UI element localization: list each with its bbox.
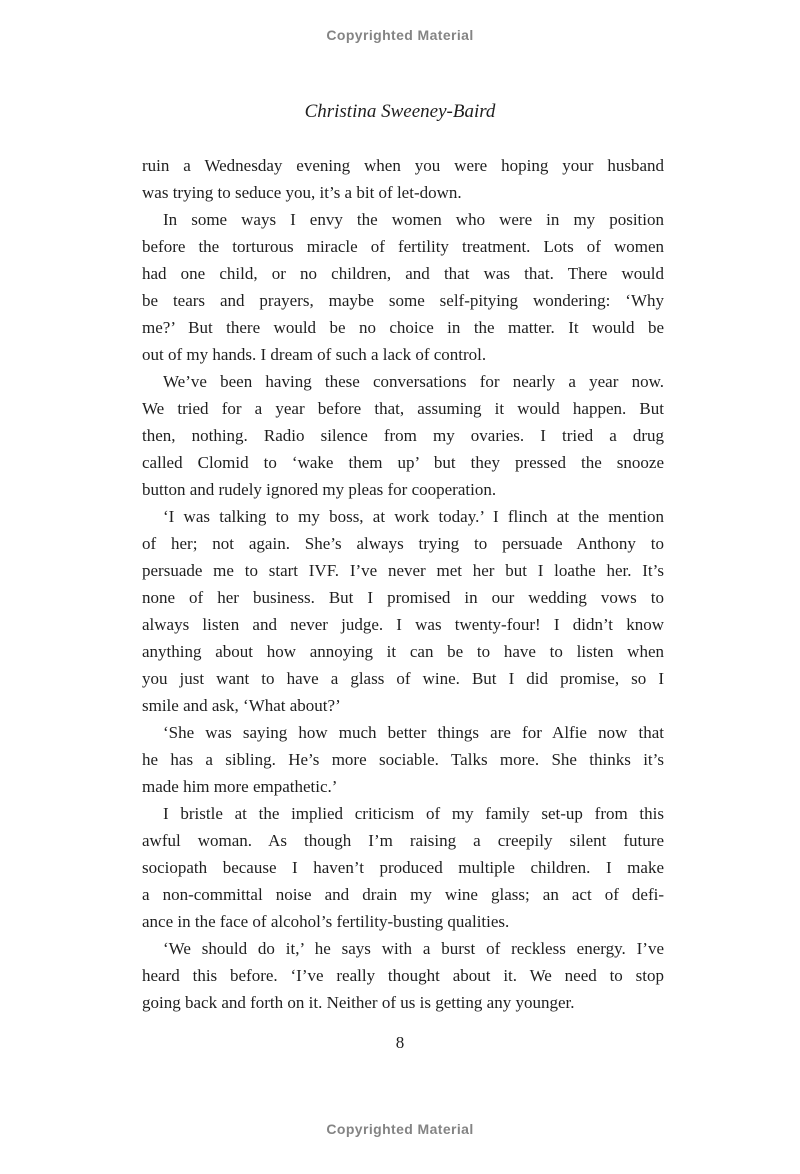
paragraph (142, 800, 664, 935)
paragraph (142, 368, 664, 503)
text-line: sociopath because I haven’t produced multiple children. I make (142, 858, 664, 877)
text-line: heard this before. ‘I’ve really thought about it. We need to stop (142, 966, 664, 985)
text-line: awful woman. As though I’m raising a creepily silent future (142, 831, 664, 850)
running-head-author: Christina Sweeney-Baird (304, 101, 496, 122)
paragraph (142, 206, 664, 368)
text-line: In some ways I envy the women who were in my position (163, 210, 664, 229)
text-line: none of her business. But I promised in our wedding vows to (142, 588, 664, 607)
text-line: was trying to seduce you, it’s a bit of let-down. (142, 183, 462, 202)
text-line: he has a sibling. He’s more sociable. Talks more. She thinks it’s (142, 750, 664, 769)
text-line: had one child, or no children, and that was that. There would (142, 264, 664, 283)
text-line: be tears and prayers, maybe some self-pitying wondering: ‘Why (142, 291, 664, 310)
copyright-notice-bottom: Copyrighted Material (326, 1121, 474, 1137)
text-line: of her; not again. She’s always trying to persuade Anthony to (142, 534, 664, 553)
paragraph (142, 719, 664, 800)
text-line: ‘We should do it,’ he says with a burst of reckless energy. I’ve (163, 939, 664, 958)
body-text (142, 152, 664, 1016)
text-line: I bristle at the implied criticism of my family set-up from this (163, 804, 664, 823)
text-line: out of my hands. I dream of such a lack of control. (142, 345, 487, 364)
text-line: a non-committal noise and drain my wine glass; an act of defi- (142, 885, 664, 904)
text-line: made him more empathetic.’ (142, 777, 338, 796)
text-line: ‘I was talking to my boss, at work today.’ I flinch at the mention (163, 507, 664, 526)
text-line: We’ve been having these conversations for nearly a year now. (163, 372, 664, 391)
text-line: ruin a Wednesday evening when you were hoping your husband (142, 156, 664, 175)
text-line: button and rudely ignored my pleas for cooperation. (142, 480, 497, 499)
paragraph (142, 503, 664, 719)
copyright-notice-top: Copyrighted Material (326, 27, 474, 43)
paragraph (142, 935, 664, 1016)
page-number: 8 (395, 1033, 405, 1052)
text-line: going back and forth on it. Neither of us is getting any younger. (142, 993, 575, 1012)
text-line: me?’ But there would be no choice in the matter. It would be (142, 318, 664, 337)
text-line: ‘She was saying how much better things are for Alfie now that (163, 723, 664, 742)
text-line: anything about how annoying it can be to have to listen when (142, 642, 664, 661)
text-line: you just want to have a glass of wine. But I did promise, so I (142, 669, 664, 688)
text-line: always listen and never judge. I was twenty-four! I didn’t know (142, 615, 664, 634)
text-line: We tried for a year before that, assuming it would happen. But (142, 399, 664, 418)
text-line: smile and ask, ‘What about?’ (142, 696, 341, 715)
text-line: called Clomid to ‘wake them up’ but they pressed the snooze (142, 453, 664, 472)
paragraph (142, 152, 664, 206)
text-line: before the torturous miracle of fertility treatment. Lots of women (142, 237, 664, 256)
text-line: then, nothing. Radio silence from my ovaries. I tried a drug (142, 426, 664, 445)
text-line: ance in the face of alcohol’s fertility-busting qualities. (142, 912, 510, 931)
text-line: persuade me to start IVF. I’ve never met her but I loathe her. It’s (142, 561, 664, 580)
